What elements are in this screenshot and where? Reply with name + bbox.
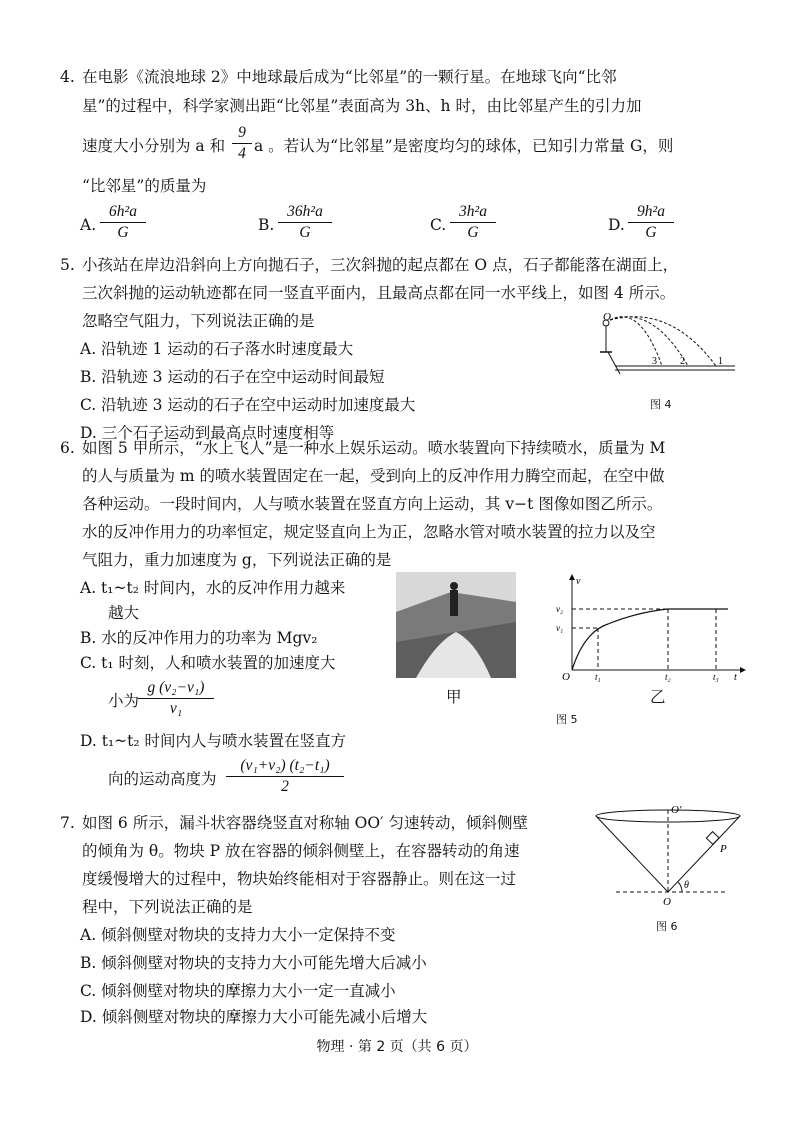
trajectory-2 [610, 317, 688, 366]
track-2-label: 2 [680, 356, 685, 367]
figure-5-vt-graph [548, 572, 748, 682]
q4-line-3-pre: 速度大小分别为 a 和 [82, 137, 226, 155]
track-1-label: 1 [718, 356, 723, 367]
q7-option-a: A. 倾斜侧壁对物块的支持力大小一定保持不变 [80, 926, 396, 944]
q6-option-c-num: g (v₂−v₁) [138, 678, 214, 699]
q4-option-a-den: G [117, 224, 129, 241]
figure-5-photo [396, 572, 516, 678]
q5-line-3: 忽略空气阻力，下列说法正确的是 [82, 312, 315, 330]
q5-number: 5. [60, 256, 75, 274]
q4-frac-den: 4 [238, 145, 246, 162]
v1-label: v₁ [556, 623, 564, 633]
q4-option-d-num: 9h²a [628, 202, 674, 223]
q4-option-b [278, 202, 332, 243]
v2-label: v₂ [556, 604, 564, 614]
q4-line-3-post: a 。若认为“比邻星”是密度均匀的球体，已知引力常量 G，则 [254, 137, 674, 155]
q4-option-c-num: 3h²a [450, 202, 496, 223]
q7-line-1: 如图 6 所示，漏斗状容器绕竖直对称轴 OO′ 匀速转动，倾斜侧壁 [82, 814, 529, 832]
q6-line-5: 气阻力，重力加速度为 g，下列说法正确的是 [82, 551, 392, 569]
q5-option-a: A. 沿轨迹 1 运动的石子落水时速度最大 [80, 340, 354, 358]
q7-line-2: 的倾角为 θ。物块 P 放在容器的倾斜侧壁上，在容器转动的角速 [82, 842, 520, 860]
q4-option-a [100, 202, 146, 243]
q4-frac-num: 9 [232, 123, 252, 144]
q7-option-b: B. 倾斜侧壁对物块的支持力大小可能先增大后减小 [80, 954, 427, 972]
q4-line-1: 在电影《流浪地球 2》中地球最后成为“比邻星”的一颗行星。在地球飞向“比邻 [82, 68, 617, 86]
q6-option-d-line-1: D. t₁~t₂ 时间内人与喷水装置在竖直方 [80, 732, 347, 750]
t2-label: t₂ [665, 672, 671, 682]
q4-option-a-label: A. [80, 216, 97, 234]
q5-option-c: C. 沿轨迹 3 运动的石子在空中运动时加速度最大 [80, 396, 416, 414]
t-label: t [734, 672, 737, 682]
figure-6-funnel [586, 804, 750, 908]
q4-option-b-label: B. [258, 216, 275, 234]
q6-option-d-prefix: 向的运动高度为 [108, 770, 217, 788]
q4-option-d-den: G [645, 224, 657, 241]
q6-option-a-line-1: A. t₁~t₂ 时间内，水的反冲作用力越来 [80, 579, 346, 597]
q6-option-c-fraction [138, 678, 214, 719]
figure-5-caption-yi: 乙 [650, 688, 666, 706]
q5-option-b: B. 沿轨迹 3 运动的石子在空中运动时间最短 [80, 368, 385, 386]
q4-option-d-label: D. [608, 216, 625, 234]
q4-line-4: “比邻星”的质量为 [82, 177, 207, 195]
q6-option-c-den: v₁ [169, 700, 183, 717]
figure-4-caption: 图 4 [650, 398, 672, 411]
q6-option-b: B. 水的反冲作用力的功率为 Mgv₂ [80, 629, 318, 647]
q4-option-c-label: C. [430, 216, 447, 234]
q6-option-d-den: 2 [281, 778, 289, 795]
figure-6-caption: 图 6 [656, 920, 678, 933]
figure-5-caption-jia: 甲 [446, 688, 462, 706]
q7-number: 7. [60, 814, 75, 832]
q7-option-c: C. 倾斜侧壁对物块的摩擦力大小一定一直减小 [80, 982, 396, 1000]
block-p [706, 832, 719, 845]
page-footer: 物理 · 第 2 页（共 6 页） [316, 1039, 478, 1055]
theta-arc [678, 882, 682, 892]
photo-person-head [450, 582, 458, 590]
q6-option-d-fraction [226, 756, 344, 797]
q7-line-4: 程中，下列说法正确的是 [82, 898, 253, 916]
q4-number: 4. [60, 68, 75, 86]
q6-option-c-line-1: C. t₁ 时刻，人和喷水装置的加速度大 [80, 654, 336, 672]
q6-line-3: 各种运动。一段时间内，人与喷水装置在竖直方向上运动，其 v−t 图像如图乙所示。 [82, 495, 663, 513]
q4-line-2: 星”的过程中，科学家测出距“比邻星”表面高为 3h、h 时，由比邻星产生的引力加 [82, 97, 642, 115]
q4-option-b-num: 36h²a [278, 202, 332, 223]
figure-5-caption: 图 5 [556, 713, 578, 726]
q7-line-3: 度缓慢增大的过程中，物块始终能相对于容器静止。则在这一过 [82, 870, 517, 888]
o-label: O [663, 896, 671, 908]
q5-line-2: 三次斜抛的运动轨迹都在同一竖直平面内，且最高点都在同一水平线上，如图 4 所示。 [82, 284, 676, 302]
origin-label: O [562, 671, 570, 682]
track-3-label: 3 [652, 356, 657, 367]
t-axis-arrow [740, 667, 746, 673]
v-axis-arrow [569, 574, 575, 580]
q5-option-d: D. 三个石子运动到最高点时速度相等 [80, 424, 335, 442]
shore-line [608, 352, 620, 374]
q6-number: 6. [60, 439, 75, 457]
t3-label: t₃ [713, 672, 719, 682]
q4-option-c [450, 202, 496, 243]
q6-line-1: 如图 5 甲所示，“水上飞人”是一种水上娱乐运动。喷水装置向下持续喷水，质量为 M [82, 439, 666, 457]
vt-curve [572, 609, 728, 670]
t1-label: t₁ [595, 672, 601, 682]
q4-option-c-den: G [467, 224, 479, 241]
p-label: P [720, 843, 727, 855]
q6-option-d-num: (v₁+v₂) (t₂−t₁) [226, 756, 344, 777]
q7-option-d: D. 倾斜侧壁对物块的摩擦力大小可能先减小后增大 [80, 1008, 428, 1026]
q5-line-1: 小孩站在岸边沿斜向上方向抛石子，三次斜抛的起点都在 O 点，石子都能落在湖面上， [82, 256, 679, 274]
q6-line-2: 的人与质量为 m 的喷水装置固定在一起，受到向上的反冲作用力腾空而起，在空中做 [82, 467, 665, 485]
o-prime-label: O′ [671, 804, 682, 816]
funnel-right-wall [668, 816, 740, 892]
q4-option-d [628, 202, 674, 243]
q6-option-a-line-2: 越大 [108, 604, 140, 622]
funnel-left-wall [596, 816, 668, 892]
v-label: v [576, 576, 581, 587]
theta-label: θ [684, 880, 689, 891]
figure-4-trajectories [590, 308, 740, 388]
q4-fraction-9-4 [232, 123, 252, 164]
photo-person [450, 590, 458, 616]
trajectory-1 [610, 317, 716, 366]
q4-option-a-num: 6h²a [100, 202, 146, 223]
q6-option-c-prefix: 小为 [108, 692, 140, 710]
q6-line-4: 水的反冲作用力的功率恒定，规定竖直向上为正，忽略水管对喷水装置的拉力以及空 [82, 523, 656, 541]
q4-option-b-den: G [299, 224, 311, 241]
point-o-label: O [603, 311, 611, 323]
